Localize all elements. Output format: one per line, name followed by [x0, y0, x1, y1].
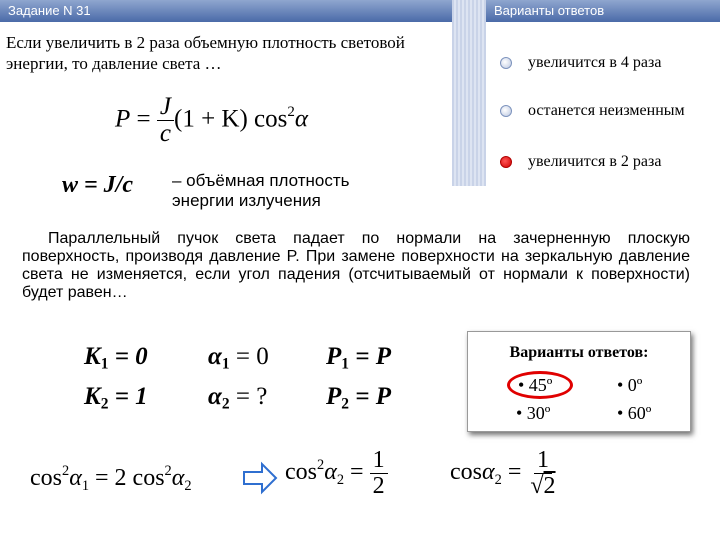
option-3-label: увеличится в 2 раза	[528, 153, 662, 170]
given-a1: $\alpha_1 = 0$	[208, 343, 269, 373]
given-k1: $K_1 = 0$	[84, 343, 148, 373]
formula-middle: (1 + K) cos	[174, 105, 288, 133]
w-definition: w = J/c	[62, 172, 134, 198]
option-3[interactable]	[500, 153, 715, 171]
fraction-denominator: c	[159, 120, 171, 148]
answer-60[interactable]: • 60º	[617, 403, 652, 423]
given-p2: $P_2 = P$	[326, 383, 392, 413]
answer-box-title: Варианты ответов:	[509, 344, 649, 361]
radio-option-1[interactable]	[500, 57, 512, 69]
pressure-formula: P = $\frac{J}{c}$ (1 + K) $\cos^2\alpha$	[115, 93, 309, 148]
answer-box	[467, 331, 691, 432]
fraction-numerator: J	[157, 94, 174, 121]
option-1-label: увеличится в 4 раза	[528, 54, 662, 71]
given-p1: $P_1 = P$	[326, 343, 392, 373]
radio-option-3[interactable]	[500, 156, 512, 168]
task-header: Задание N 31	[0, 0, 452, 22]
divider-strip	[452, 0, 486, 186]
answer-45[interactable]: • 45º	[518, 375, 553, 395]
formula-lhs: P	[115, 105, 131, 133]
option-2-label: останется неизменным	[528, 102, 685, 119]
formula-angle: α	[294, 105, 309, 133]
given-k2: $K_2 = 1$	[84, 383, 148, 413]
option-2[interactable]	[500, 102, 715, 120]
given-a2: $\alpha_2$ = ?	[208, 383, 268, 413]
question-text: Если увеличить в 2 раза объемную плотность световой энергии, то давление света …	[6, 33, 405, 73]
formula-exponent: 2	[287, 103, 295, 120]
equation-2: $\cos^2\alpha_2$ = $\frac{1}{2}$	[285, 448, 388, 499]
answers-header: Варианты ответов	[486, 0, 720, 22]
formula-fraction	[157, 94, 174, 148]
equation-3: cosα$_2$ = $\frac{1}{√2}$	[450, 447, 556, 500]
equation-1: $\cos^2\alpha_1 = 2$ $\cos^2\alpha_2$	[30, 463, 192, 495]
answer-0[interactable]: • 0º	[617, 375, 643, 395]
radio-option-2[interactable]	[500, 105, 512, 117]
implies-arrow-icon	[240, 460, 280, 496]
task-text: Параллельный пучок света падает по нормали на зачерненную плоскую поверхность, производя давление P. При замене поверхности на зеркальную давление света не изменяется, если угол падения (отсчитываемый от нормали к поверхности) будет равен…	[22, 230, 690, 301]
w-description: – объёмная плотность энергии излучения	[172, 171, 350, 210]
answer-30[interactable]: • 30º	[516, 403, 551, 423]
answer-highlight-circle	[507, 371, 573, 399]
option-1[interactable]	[500, 54, 715, 72]
